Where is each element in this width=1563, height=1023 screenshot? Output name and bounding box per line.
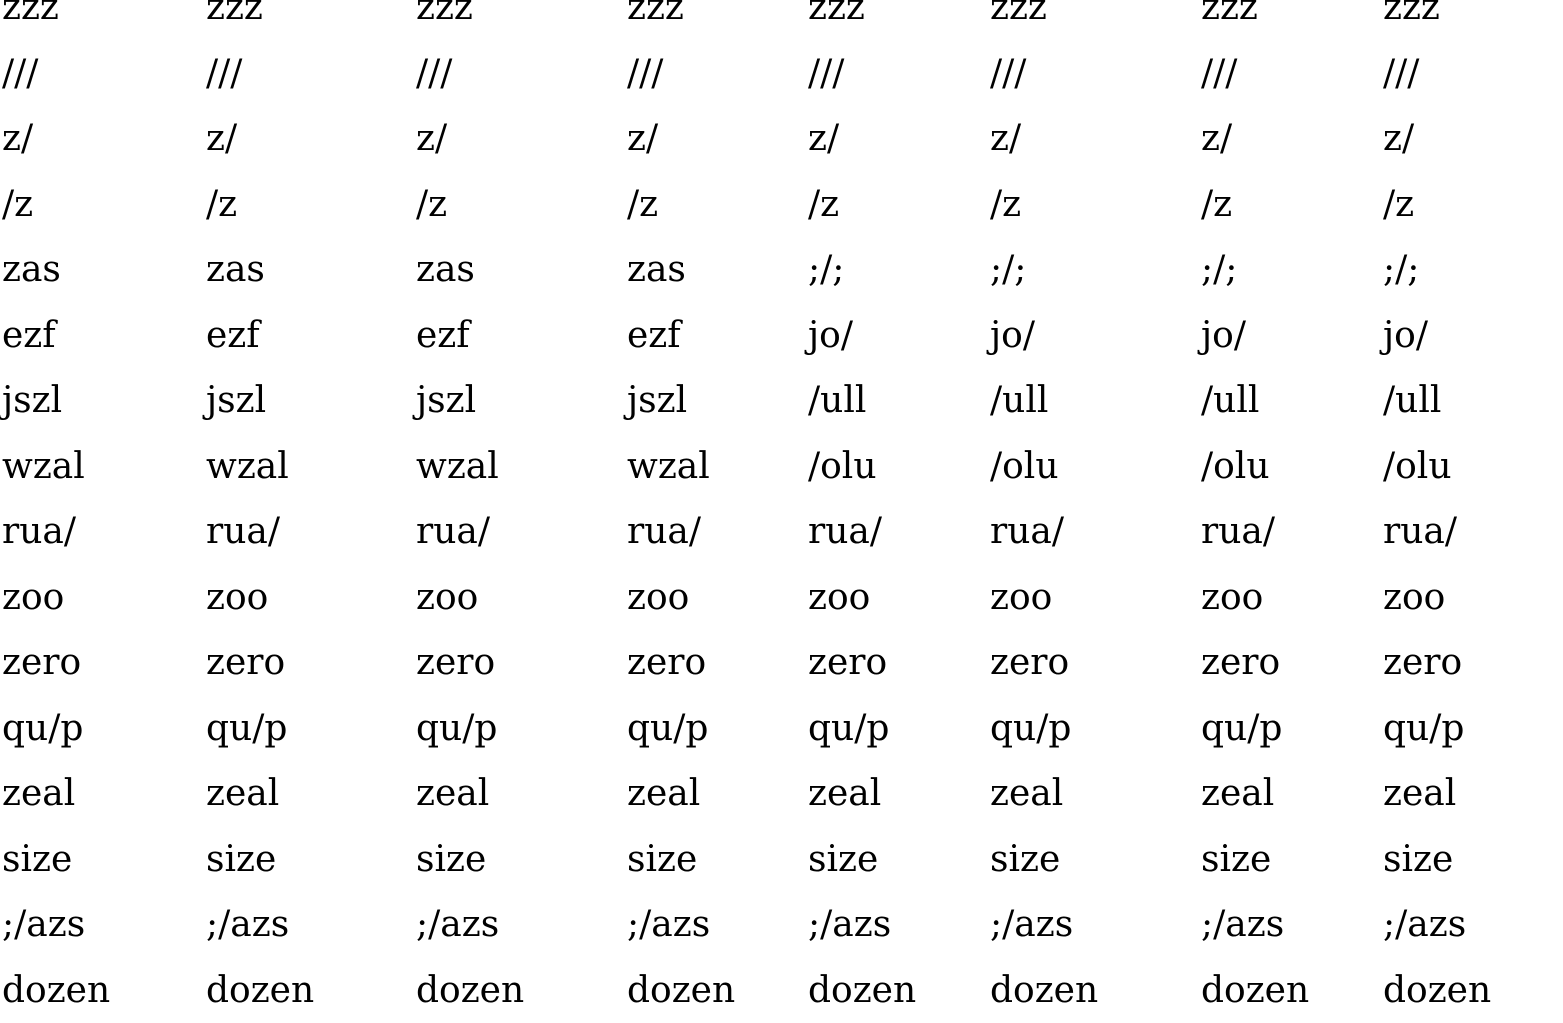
word-cell: zas [416,237,475,303]
word-cell: zero [2,630,81,696]
word-cell: zeal [1383,761,1456,827]
word-cell: zzz [990,0,1047,41]
word-cell: dozen [990,958,1098,1023]
word-cell: size [1383,827,1453,893]
word-cell: dozen [206,958,314,1023]
word-cell: /z [1201,172,1232,238]
word-cell: zero [1383,630,1462,696]
word-cell: qu/p [1383,696,1464,762]
word-cell: z/ [627,106,658,172]
word-cell: dozen [808,958,916,1023]
word-cell: /// [1383,41,1419,107]
word-cell: qu/p [1201,696,1282,762]
word-cell: rua/ [206,499,280,565]
word-cell: dozen [1383,958,1491,1023]
word-cell: z/ [808,106,839,172]
word-cell: /// [808,41,844,107]
word-cell: size [206,827,276,893]
word-cell: qu/p [416,696,497,762]
word-cell: /olu [808,434,877,500]
word-cell: zeal [627,761,700,827]
word-cell: zas [2,237,61,303]
word-cell: zoo [416,565,478,631]
word-cell: rua/ [627,499,701,565]
word-cell: qu/p [2,696,83,762]
word-cell: dozen [416,958,524,1023]
word-cell: /// [206,41,242,107]
word-cell: dozen [627,958,735,1023]
word-cell: zeal [2,761,75,827]
word-cell: /olu [990,434,1059,500]
word-cell: /// [416,41,452,107]
word-cell: size [627,827,697,893]
word-cell: z/ [1383,106,1414,172]
word-cell: ezf [627,303,681,369]
word-cell: zero [990,630,1069,696]
word-cell: ;/azs [206,892,289,958]
word-cell: zzz [808,0,865,41]
word-cell: z/ [990,106,1021,172]
word-cell: /ull [990,368,1048,434]
word-cell: ;/azs [1201,892,1284,958]
word-cell: /z [2,172,33,238]
word-cell: z/ [416,106,447,172]
word-cell: zoo [2,565,64,631]
word-cell: wzal [627,434,710,500]
word-cell: /olu [1383,434,1452,500]
word-cell: qu/p [990,696,1071,762]
word-cell: size [990,827,1060,893]
word-cell: ;/azs [990,892,1073,958]
word-cell: /olu [1201,434,1270,500]
word-cell: size [416,827,486,893]
word-cell: zeal [808,761,881,827]
word-cell: zero [808,630,887,696]
word-cell: jo/ [1383,303,1428,369]
word-cell: /// [990,41,1026,107]
word-cell: qu/p [808,696,889,762]
word-cell: zzz [416,0,473,41]
word-cell: zzz [2,0,59,41]
word-cell: dozen [2,958,110,1023]
word-cell: zas [206,237,265,303]
word-cell: zoo [1383,565,1445,631]
word-cell: dozen [1201,958,1309,1023]
word-cell: /z [1383,172,1414,238]
word-cell: zero [627,630,706,696]
word-cell: wzal [416,434,499,500]
word-cell: jo/ [808,303,853,369]
word-cell: zzz [1201,0,1258,41]
word-cell: qu/p [627,696,708,762]
word-cell: zoo [206,565,268,631]
word-cell: z/ [206,106,237,172]
word-cell: /ull [1383,368,1441,434]
word-cell: jszl [2,368,62,434]
word-cell: zoo [808,565,870,631]
word-cell: /z [206,172,237,238]
word-cell: zero [1201,630,1280,696]
word-cell: rua/ [990,499,1064,565]
word-cell: z/ [2,106,33,172]
word-cell: zeal [206,761,279,827]
word-cell: qu/p [206,696,287,762]
word-cell: ezf [2,303,56,369]
word-cell: ;/azs [627,892,710,958]
word-cell: jszl [206,368,266,434]
word-cell: zoo [990,565,1052,631]
word-cell: ;/; [1201,237,1237,303]
word-cell: rua/ [2,499,76,565]
word-cell: rua/ [1201,499,1275,565]
word-cell: ;/azs [416,892,499,958]
word-cell: zeal [416,761,489,827]
word-cell: ;/azs [1383,892,1466,958]
word-cell: ;/; [1383,237,1419,303]
word-cell: ezf [206,303,260,369]
word-cell: /ull [808,368,866,434]
word-cell: zas [627,237,686,303]
word-cell: jszl [416,368,476,434]
word-cell: z/ [1201,106,1232,172]
word-cell: zzz [627,0,684,41]
word-cell: zzz [206,0,263,41]
word-cell: zeal [990,761,1063,827]
word-cell: zoo [627,565,689,631]
word-cell: wzal [206,434,289,500]
word-cell: /ull [1201,368,1259,434]
word-cell: /// [2,41,38,107]
word-cell: ;/; [990,237,1026,303]
word-cell: size [2,827,72,893]
word-cell: ;/; [808,237,844,303]
word-cell: jo/ [990,303,1035,369]
word-cell: /// [1201,41,1237,107]
word-cell: ezf [416,303,470,369]
word-cell: jo/ [1201,303,1246,369]
word-cell: /// [627,41,663,107]
word-cell: /z [808,172,839,238]
word-cell: ;/azs [2,892,85,958]
word-cell: rua/ [1383,499,1457,565]
word-cell: zero [206,630,285,696]
word-cell: size [1201,827,1271,893]
word-cell: rua/ [416,499,490,565]
word-cell: zzz [1383,0,1440,41]
word-cell: /z [627,172,658,238]
word-cell: /z [990,172,1021,238]
word-cell: /z [416,172,447,238]
word-cell: size [808,827,878,893]
word-cell: rua/ [808,499,882,565]
word-cell: ;/azs [808,892,891,958]
word-cell: zero [416,630,495,696]
word-cell: zoo [1201,565,1263,631]
word-cell: jszl [627,368,687,434]
word-cell: zeal [1201,761,1274,827]
word-cell: wzal [2,434,85,500]
